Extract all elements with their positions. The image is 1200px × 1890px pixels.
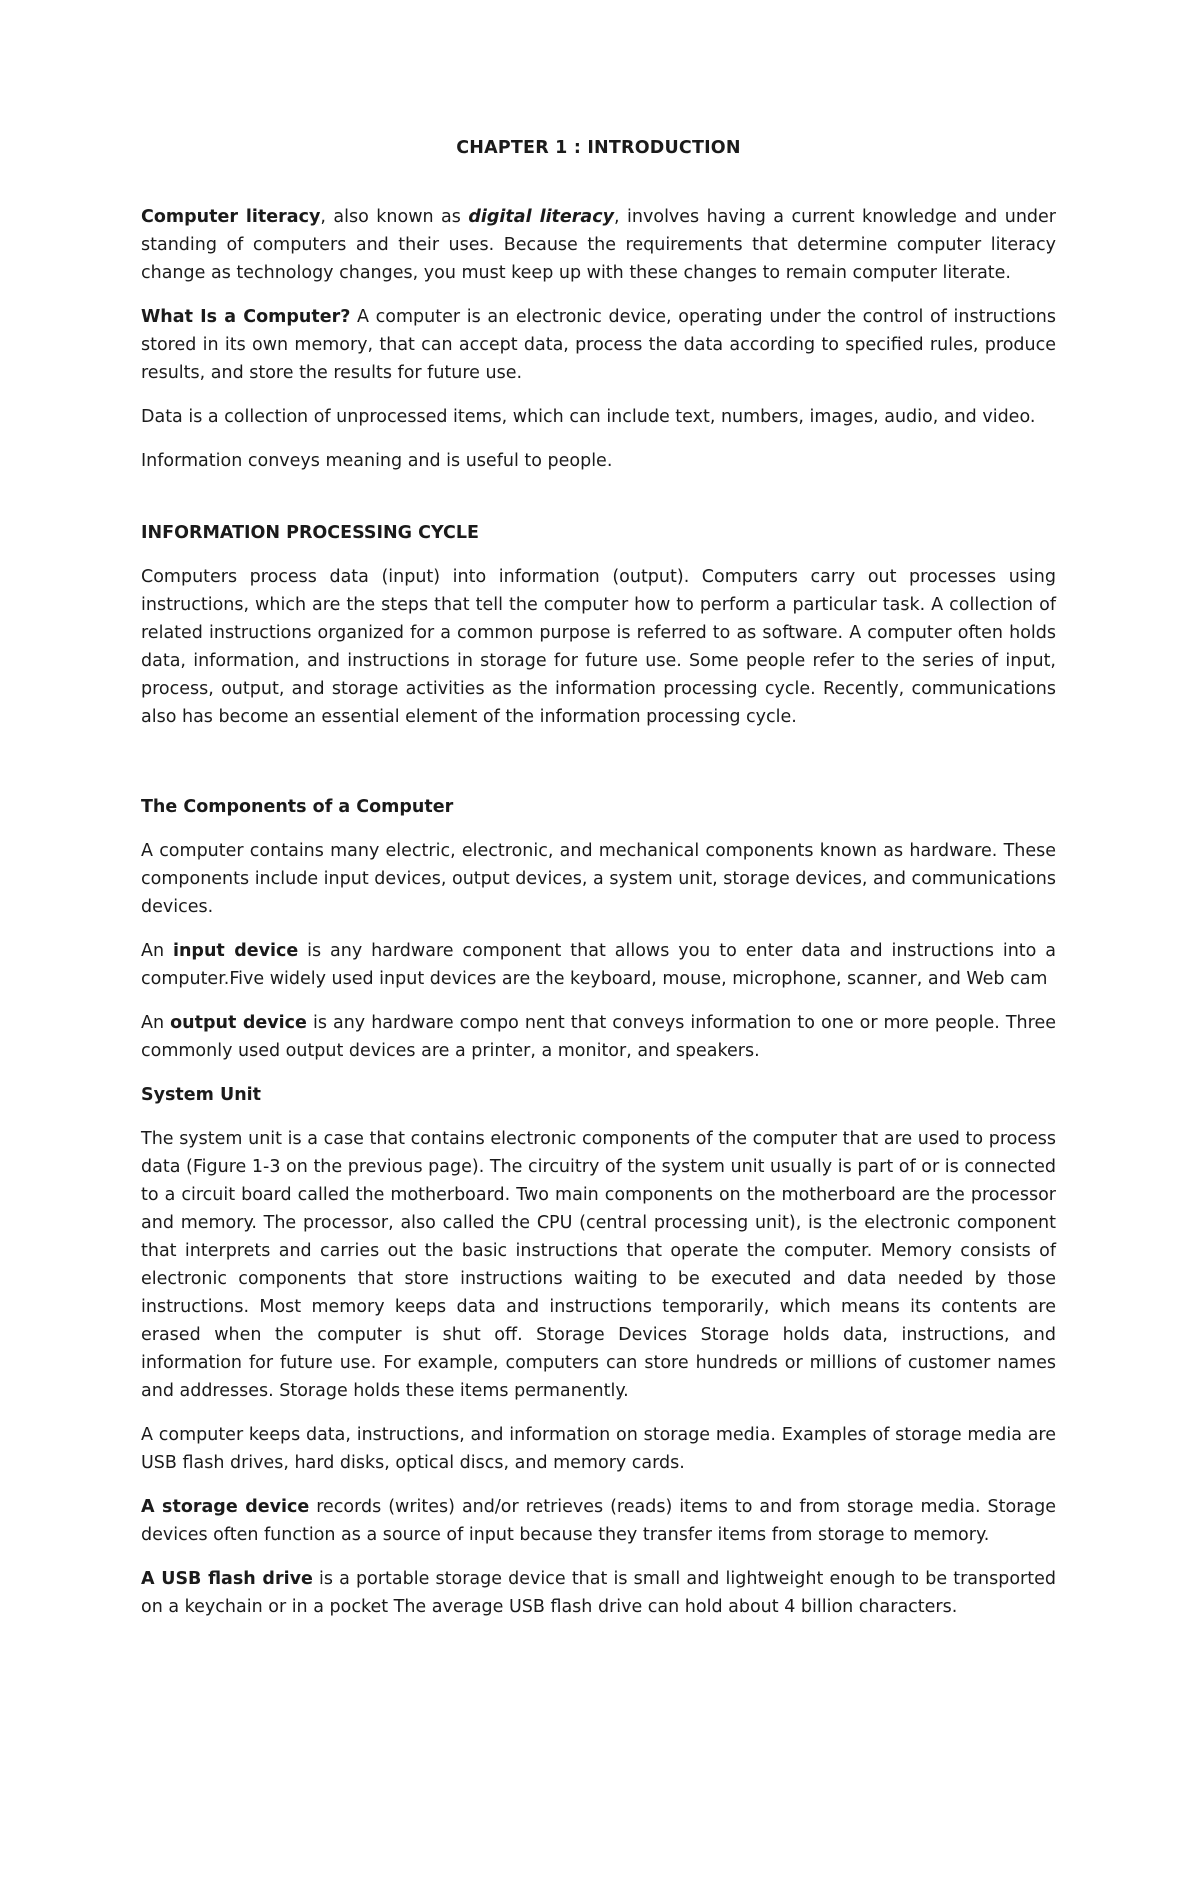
paragraph-system-unit: The system unit is a case that contains electronic components of the computer that are used to process data (Figure 1-3 on the previous page). The circuitry of the system unit usually is part of or is connected to a circuit board called the motherboard. Two main components on the motherboard are the processor and memory. The processor, also called the CPU (central processing unit), is the electronic component that interprets and carries out the basic instructions that operate the computer. Memory consists of electronic components that store instructions waiting to be executed and data needed by those instructions. Most memory keeps data and instructions temporarily, which means its contents are erased when the computer is shut off. Storage Devices Storage holds data, instructions, and information for future use. For example, computers can store hundreds or millions of customer names and addresses. Storage holds these items permanently.	[141, 1129, 1056, 1401]
term-digital-literacy: digital literacy	[468, 207, 615, 227]
paragraph-information: Information conveys meaning and is useful to people.	[141, 451, 613, 471]
heading-system-unit: System Unit	[141, 1085, 262, 1105]
term-what-is-computer: What Is a Computer?	[141, 307, 351, 327]
term-output-device: output device	[170, 1013, 307, 1033]
paragraph-storage-device	[141, 1493, 1056, 1549]
text-segment: is any hardware compo nent that conveys information to one or more people. Three commonly used output devices are a printer, a monitor, and speakers.	[141, 1013, 1056, 1061]
text-segment: is any hardware component that allows you to enter data and instructions into a computer.Five widely used input devices are the keyboard, mouse, microphone, scanner, and Web cam	[141, 941, 1056, 989]
text-segment: records (writes) and/or retrieves (reads) items to and from storage media. Storage devices often function as a source of input because they transfer items from storage to memory.	[141, 1497, 1056, 1545]
paragraph-usb-flash-drive	[141, 1565, 1056, 1621]
paragraph-input-device	[141, 937, 1056, 993]
text-segment: An	[141, 1013, 171, 1033]
paragraph-data: Data is a collection of unprocessed items, which can include text, numbers, images, audio, and video.	[141, 407, 1036, 427]
paragraph-output-device	[141, 1009, 1056, 1065]
chapter-title: CHAPTER 1 : INTRODUCTION	[456, 138, 741, 158]
paragraph-hardware: A computer contains many electric, electronic, and mechanical components known as hardware. These components include input devices, output devices, a system unit, storage devices, and communications devices.	[141, 841, 1056, 917]
paragraph-storage-media: A computer keeps data, instructions, and information on storage media. Examples of storage media are USB flash drives, hard disks, optical discs, and memory cards.	[141, 1425, 1056, 1473]
heading-components: The Components of a Computer	[141, 797, 454, 817]
heading-information-processing-cycle: INFORMATION PROCESSING CYCLE	[141, 523, 479, 543]
text-segment: , involves having a current knowledge and under standing of computers and their uses. Because the requirements that determine computer literacy change as technology changes, you must keep up with these changes to remain computer literate.	[141, 207, 1056, 283]
paragraph-processing-cycle: Computers process data (input) into information (output). Computers carry out processes using instructions, which are the steps that tell the computer how to perform a particular task. A collection of related instructions organized for a common purpose is referred to as software. A computer often holds data, information, and instructions in storage for future use. Some people refer to the series of input, process, output, and storage activities as the information processing cycle. Recently, communications also has become an essential element of the information processing cycle.	[141, 567, 1056, 727]
paragraph-computer-literacy	[141, 203, 1056, 287]
document-body	[141, 138, 1056, 1637]
term-storage-device: A storage device	[141, 1497, 310, 1517]
term-input-device: input device	[172, 941, 299, 961]
term-computer-literacy: Computer literacy	[141, 207, 321, 227]
term-usb-flash-drive: A USB flash drive	[141, 1569, 313, 1589]
text-segment: is a portable storage device that is small and lightweight enough to be transported on a keychain or in a pocket The average USB flash drive can hold about 4 billion characters.	[141, 1569, 1056, 1617]
paragraph-what-is-computer	[141, 303, 1056, 387]
text-segment: , also known as	[320, 207, 469, 227]
text-segment: A computer is an electronic device, operating under the control of instructions stored in its own memory, that can accept data, process the data according to specified rules, produce results, and store the results for future use.	[141, 307, 1056, 383]
text-segment: An	[141, 941, 173, 961]
